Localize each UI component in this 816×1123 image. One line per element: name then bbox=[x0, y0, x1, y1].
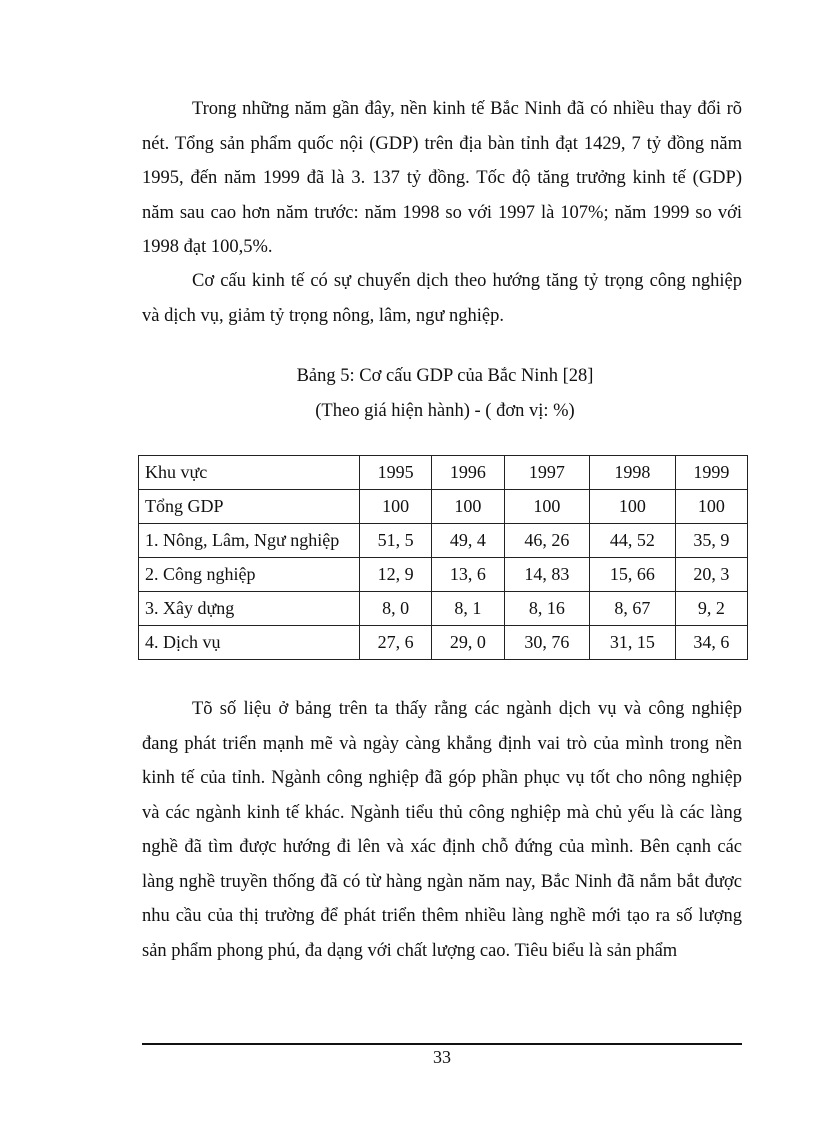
table-header-row bbox=[139, 456, 748, 490]
paragraph-text: Cơ cấu kinh tế có sự chuyển dịch theo hướng tăng tỷ trọng công nghiệp và dịch vụ, giảm tỷ trọng nông, lâm, ngư nghiệp. bbox=[142, 271, 742, 326]
table-cell: 13, 6 bbox=[432, 558, 504, 592]
header-cell-year: 1999 bbox=[675, 456, 747, 490]
table-cell: 35, 9 bbox=[675, 524, 747, 558]
table-row bbox=[139, 524, 748, 558]
header-cell-year: 1996 bbox=[432, 456, 504, 490]
paragraph-analysis bbox=[142, 692, 742, 968]
row-label: 2. Công nghiệp bbox=[139, 558, 360, 592]
table-cell: 15, 66 bbox=[590, 558, 676, 592]
paragraph-text: Trong những năm gần đây, nền kinh tế Bắc Ninh đã có nhiều thay đổi rõ nét. Tổng sản phẩm quốc nội (GDP) trên địa bàn tỉnh đạt 1429, 7 tỷ đồng năm 1995, đến năm 1999 đã là 3. 137 tỷ đồng. Tốc độ tăng trưởng kinh tế (GDP) năm sau cao hơn năm trước: năm 1998 so với 1997 là 107%; năm 1999 so với 1998 đạt 100,5%. bbox=[142, 99, 742, 257]
table-cell: 100 bbox=[360, 490, 432, 524]
header-cell-year: 1997 bbox=[504, 456, 590, 490]
table-cell: 8, 1 bbox=[432, 592, 504, 626]
table-subtitle: (Theo giá hiện hành) - ( đơn vị: %) bbox=[315, 401, 575, 421]
table-cell: 100 bbox=[675, 490, 747, 524]
footer-divider bbox=[142, 1043, 742, 1045]
table-row bbox=[139, 626, 748, 660]
table-cell: 100 bbox=[504, 490, 590, 524]
page-number: 33 bbox=[433, 1047, 451, 1067]
header-cell-year: 1998 bbox=[590, 456, 676, 490]
header-cell-year: 1995 bbox=[360, 456, 432, 490]
table-cell: 30, 76 bbox=[504, 626, 590, 660]
table-cell: 100 bbox=[432, 490, 504, 524]
table-row bbox=[139, 592, 748, 626]
paragraph-economic-structure bbox=[142, 264, 742, 333]
table-row bbox=[139, 490, 748, 524]
table-cell: 51, 5 bbox=[360, 524, 432, 558]
row-label: 4. Dịch vụ bbox=[139, 626, 360, 660]
gdp-structure-table bbox=[138, 455, 748, 660]
row-label: 1. Nông, Lâm, Ngư nghiệp bbox=[139, 524, 360, 558]
paragraph-text: Tõ số liệu ở bảng trên ta thấy rằng các ngành dịch vụ và công nghiệp đang phát triển mạnh mẽ và ngày càng khẳng định vai trò của mình trong nền kinh tế của tỉnh. Ngành công nghiệp đã góp phần phục vụ tốt cho nông nghiệp và các ngành kinh tế khác. Ngành tiểu thủ công nghiệp mà chủ yếu là các làng nghề đã tìm được hướng đi lên và xác định chỗ đứng của mình. Bên cạnh các làng nghề truyền thống đã có từ hàng ngàn năm nay, Bắc Ninh đã nắm bắt được nhu cầu của thị trường để phát triển thêm nhiều làng nghề mới tạo ra số lượng sản phẩm phong phú, đa dạng với chất lượng cao. Tiêu biểu là sản phẩm bbox=[142, 699, 742, 961]
table-cell: 8, 67 bbox=[590, 592, 676, 626]
table-cell: 46, 26 bbox=[504, 524, 590, 558]
paragraph-gdp-growth bbox=[142, 92, 742, 265]
table-cell: 8, 16 bbox=[504, 592, 590, 626]
row-label: Tổng GDP bbox=[139, 490, 360, 524]
table-cell: 14, 83 bbox=[504, 558, 590, 592]
table-cell: 31, 15 bbox=[590, 626, 676, 660]
table-cell: 49, 4 bbox=[432, 524, 504, 558]
table-cell: 8, 0 bbox=[360, 592, 432, 626]
table-cell: 100 bbox=[590, 490, 676, 524]
header-cell-sector: Khu vực bbox=[139, 456, 360, 490]
table-cell: 29, 0 bbox=[432, 626, 504, 660]
table-cell: 27, 6 bbox=[360, 626, 432, 660]
table-cell: 9, 2 bbox=[675, 592, 747, 626]
table-cell: 20, 3 bbox=[675, 558, 747, 592]
table-title: Bảng 5: Cơ cấu GDP của Bắc Ninh [28] bbox=[296, 366, 594, 386]
table-cell: 44, 52 bbox=[590, 524, 676, 558]
table-cell: 12, 9 bbox=[360, 558, 432, 592]
row-label: 3. Xây dựng bbox=[139, 592, 360, 626]
table-cell: 34, 6 bbox=[675, 626, 747, 660]
table-row bbox=[139, 558, 748, 592]
